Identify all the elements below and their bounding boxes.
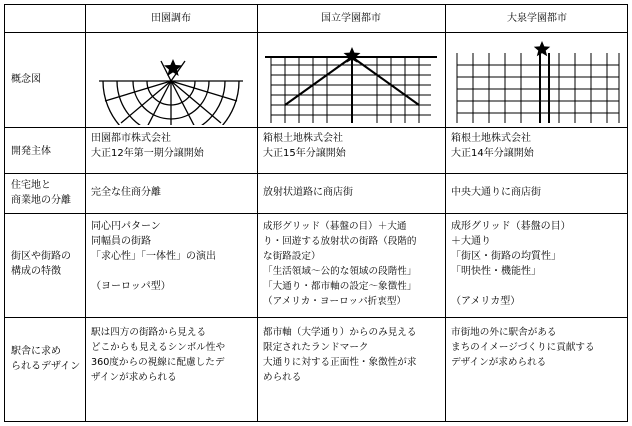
separation-kunitachi: 放射状道路に商店街: [263, 187, 353, 198]
row-label-residential-commercial: 住宅地と 商業地の分離: [11, 180, 71, 206]
developer-kunitachi: 箱根土地株式会社 大正15年分譲開始: [263, 133, 346, 159]
row-label-station-design: 駅舎に求め られるデザイン: [11, 346, 81, 372]
comparison-table: [4, 4, 628, 422]
row-label-developer: 開発主体: [11, 146, 51, 157]
header-denen-chofu: 田園調布: [151, 13, 191, 24]
row-label-block-street: 街区や街路の 構成の特徴: [11, 251, 71, 277]
row-divider: [5, 173, 627, 174]
features-denen-chofu: 同心円パターン 同幅員の街路 「求心性」「一体性」の演出 （ヨーロッパ型）: [91, 221, 216, 292]
station-design-kunitachi: 都市軸（大学通り）からのみ見える 限定されたランドマーク 大通りに対する正面性・象徴性が求 められる: [263, 327, 417, 383]
row-divider: [5, 32, 627, 33]
header-kunitachi: 国立学園都市: [321, 13, 381, 24]
row-divider: [5, 127, 627, 128]
station-design-denen-chofu: 駅は四方の街路から見える どこからも見えるシンボル性や 360度からの視線に配慮したデ ザインが求められる: [91, 327, 226, 383]
grid-plan-icon: [449, 35, 625, 125]
separation-denen-chofu: 完全な住商分離: [91, 187, 161, 198]
developer-denen-chofu: 田園都市株式会社 大正12年第一期分譲開始: [91, 133, 204, 159]
separation-oizumi: 中央大通りに商店街: [451, 187, 541, 198]
row-divider: [5, 317, 627, 318]
row-label-concept-diagram: 概念図: [11, 74, 41, 85]
header-oizumi: 大泉学園都市: [507, 13, 567, 24]
developer-oizumi: 箱根土地株式会社 大正14年分譲開始: [451, 133, 534, 159]
features-oizumi: 成形グリッド（碁盤の目） ＋大通り 「街区・街路の均質性」 「明快性・機能性」 （アメリカ型）: [451, 221, 571, 307]
station-design-oizumi: 市街地の外に駅舎がある まちのイメージづくりに貢献する デザインが求められる: [451, 327, 595, 368]
features-kunitachi: 成形グリッド（碁盤の目）＋大通 り・回遊する放射状の街路（段階的 な街路設定） 「生活領域～公的な領域の段階性」 「大通り・都市軸の設定～象徴性」 （アメリカ・ヨーロッパ折衷型）: [263, 221, 417, 307]
concentric-plan-icon: [89, 35, 253, 125]
row-divider: [5, 213, 627, 214]
radial-grid-plan-icon: [261, 35, 441, 125]
star-icon: [534, 41, 550, 56]
